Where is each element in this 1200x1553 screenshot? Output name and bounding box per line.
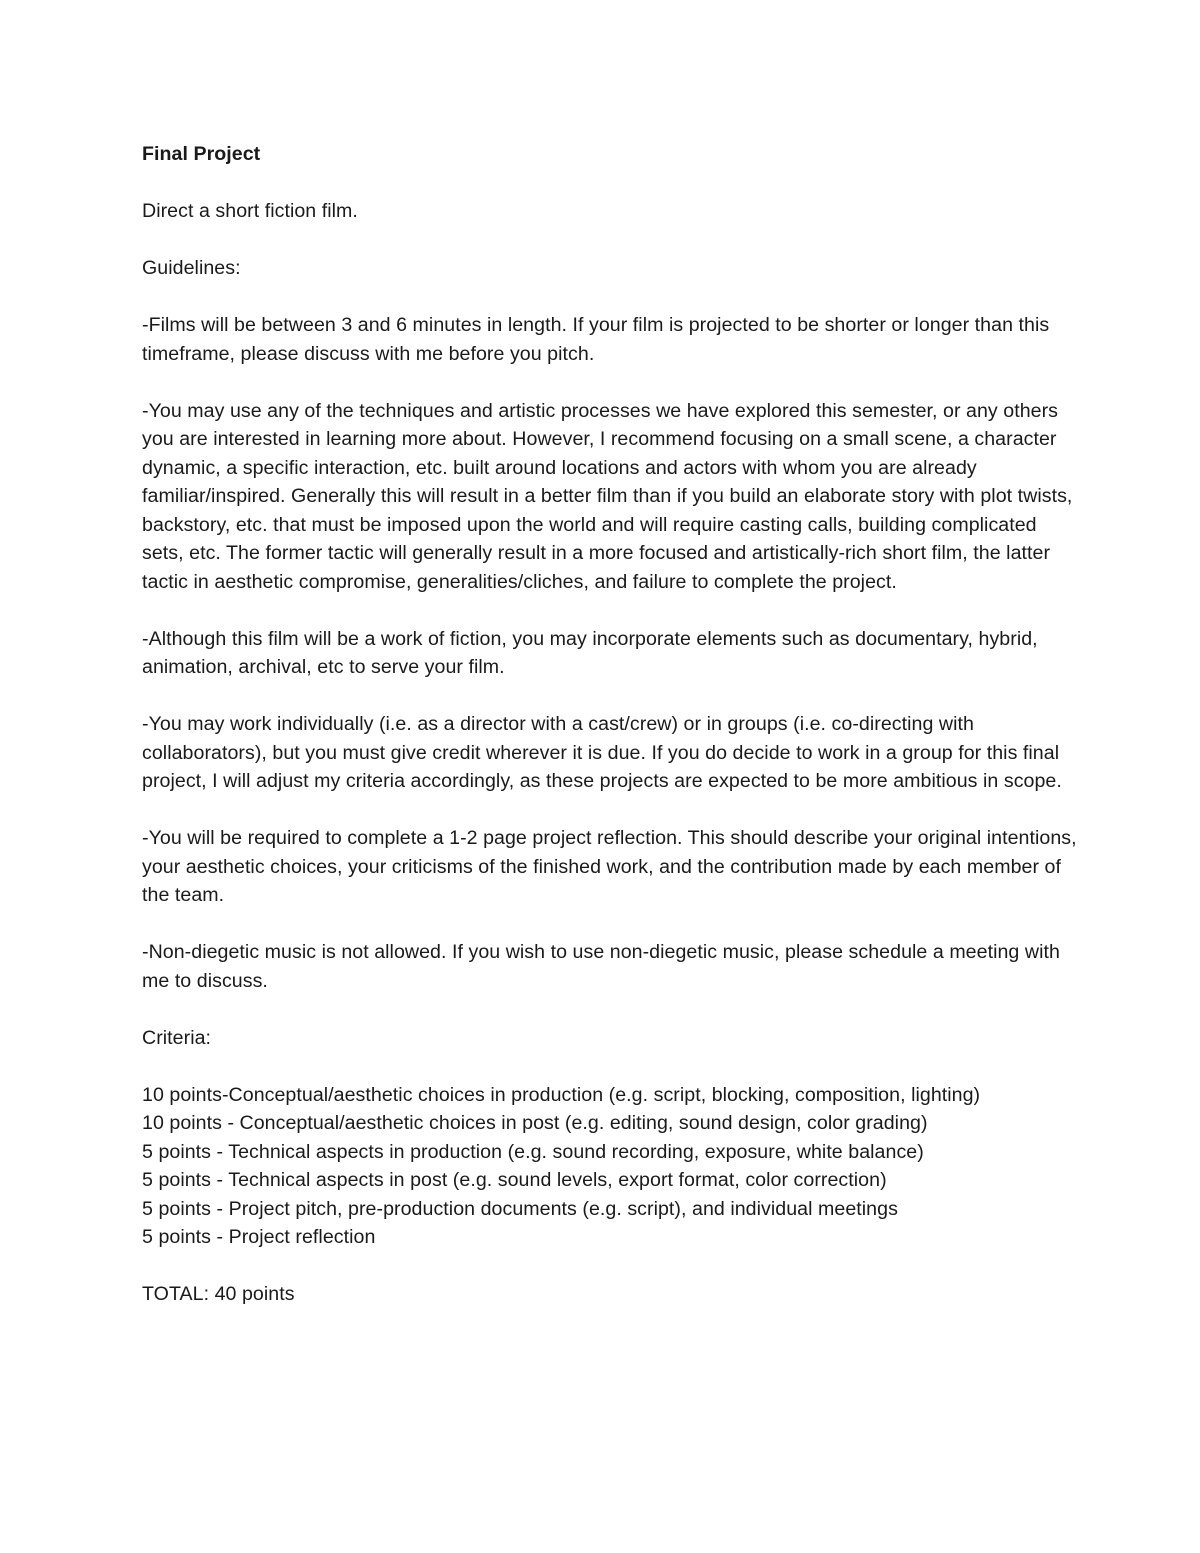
criteria-item: 10 points-Conceptual/aesthetic choices in production (e.g. script, blocking, composition, lighting) bbox=[142, 1083, 981, 1106]
document-title: Final Project bbox=[142, 143, 261, 165]
guideline-paragraph: -Although this film will be a work of fiction, you may incorporate elements such as documentary, hybrid, animation, archival, etc to serve your film. bbox=[142, 627, 1038, 678]
criteria-item: 5 points - Technical aspects in post (e.g. sound levels, export format, color correction) bbox=[142, 1169, 887, 1191]
guideline-paragraph: -You may work individually (i.e. as a director with a cast/crew) or in groups (i.e. co-directing with collaborators), but you must give credit wherever it is due. If you do decide to work in a group for this final project, I will adjust my criteria accordingly, as these projects are expected to be more ambitious in scope. bbox=[142, 713, 1062, 792]
guideline-paragraph: -Non-diegetic music is not allowed. If you wish to use non-diegetic music, please schedule a meeting with me to discuss. bbox=[142, 941, 1060, 992]
criteria-item: 10 points - Conceptual/aesthetic choices in post (e.g. editing, sound design, color grading) bbox=[142, 1112, 928, 1134]
criteria-heading: Criteria: bbox=[142, 1026, 212, 1049]
intro-text: Direct a short fiction film. bbox=[142, 200, 358, 222]
guideline-paragraph: -Films will be between 3 and 6 minutes in length. If your film is projected to be shorter or longer than this timeframe, please discuss with me before you pitch. bbox=[142, 314, 1050, 365]
guideline-paragraph: -You will be required to complete a 1-2 page project reflection. This should describe your original intentions, your aesthetic choices, your criticisms of the finished work, and the contribution made by each member of the team. bbox=[142, 827, 1077, 906]
criteria-item: 5 points - Technical aspects in production (e.g. sound recording, exposure, white balance) bbox=[142, 1140, 924, 1163]
criteria-list bbox=[142, 1081, 1082, 1252]
document-page bbox=[142, 140, 1082, 1337]
guidelines-heading: Guidelines: bbox=[142, 257, 241, 279]
total-points: TOTAL: 40 points bbox=[142, 1283, 295, 1305]
guideline-paragraph: -You may use any of the techniques and artistic processes we have explored this semester, or any others you are interested in learning more about. However, I recommend focusing on a small scene, a character dynamic, a specific interaction, etc. built around locations and actors with whom you are already familiar/inspired. Generally this will result in a better film than if you build an elaborate story with plot twists, backstory, etc. that must be imposed upon the world and will require casting calls, building complicated sets, etc. The former tactic will generally result in a more focused and artistically-rich short film, the latter tactic in aesthetic compromise, generalities/cliches, and failure to complete the project. bbox=[142, 399, 1073, 593]
criteria-item: 5 points - Project pitch, pre-production documents (e.g. script), and individual meetings bbox=[142, 1197, 898, 1220]
criteria-item: 5 points - Project reflection bbox=[142, 1226, 376, 1248]
